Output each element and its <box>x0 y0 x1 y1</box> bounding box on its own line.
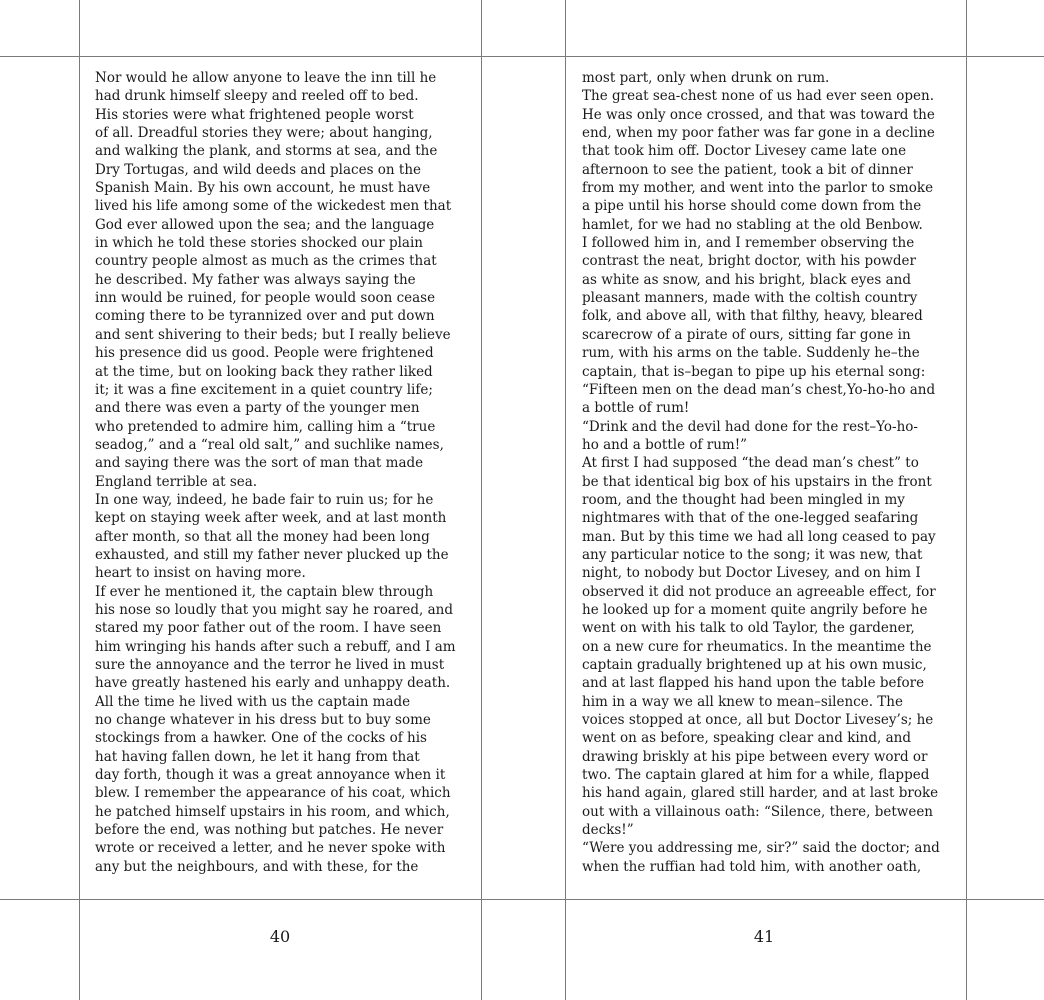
text-line: heart to insist on having more. <box>95 565 306 582</box>
text-line: “Were you addressing me, sir?” said the doctor; and <box>582 840 940 857</box>
text-line: in which he told these stories shocked our plain <box>95 235 423 252</box>
text-line: exhausted, and still my father never plucked up the <box>95 546 449 563</box>
right-page-body-text <box>582 69 940 876</box>
text-line: no change whatever in his dress but to buy some <box>95 712 431 729</box>
left-page-number: 40 <box>269 927 291 946</box>
text-line: he looked up for a moment quite angrily before he <box>582 601 928 618</box>
text-line: most part, only when drunk on rum. <box>582 70 830 86</box>
text-line: hat having fallen down, he let it hang from that <box>95 748 420 765</box>
text-line: In one way, indeed, he bade fair to ruin us; for he <box>95 491 434 508</box>
text-line: and sent shivering to their beds; but I really believe <box>95 326 451 343</box>
text-line: man. But by this time we had all long ceased to pay <box>582 528 936 545</box>
text-line: rum, with his arms on the table. Suddenly he–the <box>582 345 920 362</box>
right-outer-guide-line <box>966 0 967 1000</box>
text-line: who pretended to admire him, calling him a “true <box>95 418 436 435</box>
text-line: it; it was a fine excitement in a quiet country life; <box>95 381 433 398</box>
text-line: after month, so that all the money had been long <box>95 528 430 545</box>
text-line: before the end, was nothing but patches. He never <box>95 822 444 839</box>
text-line: have greatly hastened his early and unhappy death. <box>95 675 451 692</box>
text-line: from my mother, and went into the parlor to smoke <box>582 180 934 197</box>
text-line: went on as before, speaking clear and kind, and <box>582 730 911 747</box>
text-line: afternoon to see the patient, took a bit of dinner <box>582 161 913 178</box>
text-line: his hand again, glared still harder, and at last broke <box>582 785 939 802</box>
text-line: two. The captain glared at him for a while, flapped <box>582 767 930 784</box>
text-line: wrote or received a letter, and he never spoke with <box>95 840 446 857</box>
text-line: a pipe until his horse should come down from the <box>582 198 922 215</box>
text-line: The great sea-chest none of us had ever seen open. <box>582 88 935 105</box>
text-line: If ever he mentioned it, the captain blew through <box>95 583 434 600</box>
text-line: and saying there was the sort of man that made <box>95 455 424 472</box>
text-line: any particular notice to the song; it was new, that <box>582 546 923 563</box>
text-line: pleasant manners, made with the coltish country <box>582 290 918 307</box>
bottom-guide-line <box>0 899 1044 900</box>
text-line: end, when my poor father was far gone in a decline <box>582 125 935 142</box>
text-line: scarecrow of a pirate of ours, sitting far gone in <box>582 326 911 343</box>
text-line: Nor would he allow anyone to leave the inn till he <box>95 70 437 86</box>
text-line: observed it did not produce an agreeable effect, for <box>582 583 936 600</box>
text-line: him in a way we all knew to mean–silence. The <box>582 693 903 710</box>
text-line: England terrible at sea. <box>95 473 258 490</box>
text-line: captain, that is–began to pipe up his eternal song: <box>582 363 926 380</box>
text-line: out with a villainous oath: “Silence, there, between <box>582 803 933 820</box>
text-line: night, to nobody but Doctor Livesey, and on him I <box>582 565 921 582</box>
text-line: captain gradually brightened up at his own music, <box>582 657 927 673</box>
text-line: ho and a bottle of rum!” <box>582 436 748 453</box>
text-line: at the time, but on looking back they rather liked <box>95 363 433 380</box>
text-line: country people almost as much as the crimes that <box>95 253 437 270</box>
text-line: hamlet, for we had no stabling at the old Benbow. <box>582 216 923 233</box>
text-line: he patched himself upstairs in his room, and which, <box>95 803 450 820</box>
text-line: decks!” <box>582 822 634 839</box>
text-line: his nose so loudly that you might say he roared, and <box>95 601 453 618</box>
text-line: He was only once crossed, and that was toward the <box>582 106 935 123</box>
top-guide-line <box>0 56 1044 57</box>
text-line: be that identical big box of his upstairs in the front <box>582 473 932 490</box>
text-line: All the time he lived with us the captain made <box>95 693 411 710</box>
text-line: day forth, though it was a great annoyance when it <box>95 767 446 784</box>
text-line: room, and the thought had been mingled in my <box>582 491 905 508</box>
right-page-number: 41 <box>753 927 775 946</box>
text-line: Spanish Main. By his own account, he must have <box>95 180 431 197</box>
text-line: stared my poor father out of the room. I have seen <box>95 620 442 637</box>
text-line: “Fifteen men on the dead man’s chest,Yo-ho-ho and <box>582 381 936 398</box>
text-line: kept on staying week after week, and at last month <box>95 510 447 527</box>
left-outer-guide-line <box>79 0 80 1000</box>
text-line: sure the annoyance and the terror he lived in must <box>95 657 445 673</box>
text-line: a bottle of rum! <box>582 400 690 417</box>
text-line: His stories were what frightened people worst <box>95 106 414 123</box>
text-line: went on with his talk to old Taylor, the gardener, <box>582 620 915 637</box>
text-line: inn would be ruined, for people would soon cease <box>95 290 436 307</box>
text-line: blew. I remember the appearance of his coat, which <box>95 785 451 802</box>
text-line: seadog,” and a “real old salt,” and suchlike names, <box>95 436 444 453</box>
text-line: I followed him in, and I remember observing the <box>582 235 915 252</box>
text-line: coming there to be tyrannized over and put down <box>95 308 435 325</box>
text-line: had drunk himself sleepy and reeled off to bed. <box>95 88 419 105</box>
text-line: contrast the neat, bright doctor, with his powder <box>582 253 916 270</box>
left-inner-guide-line <box>481 0 482 1000</box>
text-line: and walking the plank, and storms at sea, and the <box>95 143 438 160</box>
text-line: folk, and above all, with that filthy, heavy, bleared <box>582 308 923 325</box>
text-line: nightmares with that of the one-legged seafaring <box>582 510 919 527</box>
text-line: “Drink and the devil had done for the rest–Yo-ho- <box>582 418 918 435</box>
text-line: on a new cure for rheumatics. In the meantime the <box>582 638 932 655</box>
right-inner-guide-line <box>565 0 566 1000</box>
text-line: stockings from a hawker. One of the cocks of his <box>95 730 427 747</box>
left-page-body-text <box>95 69 456 876</box>
text-line: as white as snow, and his bright, black eyes and <box>582 271 912 288</box>
text-line: lived his life among some of the wickedest men that <box>95 198 452 215</box>
text-line: him wringing his hands after such a rebuff, and I am <box>95 638 456 655</box>
text-line: he described. My father was always saying the <box>95 271 416 288</box>
text-line: Dry Tortugas, and wild deeds and places on the <box>95 161 422 178</box>
text-line: of all. Dreadful stories they were; about hanging, <box>95 125 433 142</box>
text-line: At first I had supposed “the dead man’s chest” to <box>582 455 919 472</box>
text-line: any but the neighbours, and with these, for the <box>95 858 419 875</box>
text-line: that took him off. Doctor Livesey came late one <box>582 143 907 160</box>
text-line: when the ruffian had told him, with another oath, <box>582 858 922 875</box>
text-line: and there was even a party of the younger men <box>95 400 420 417</box>
text-line: God ever allowed upon the sea; and the language <box>95 216 435 233</box>
text-line: his presence did us good. People were frightened <box>95 345 434 362</box>
text-line: and at last flapped his hand upon the table before <box>582 675 925 692</box>
text-line: drawing briskly at his pipe between every word or <box>582 748 928 765</box>
text-line: voices stopped at once, all but Doctor Livesey’s; he <box>582 712 934 729</box>
